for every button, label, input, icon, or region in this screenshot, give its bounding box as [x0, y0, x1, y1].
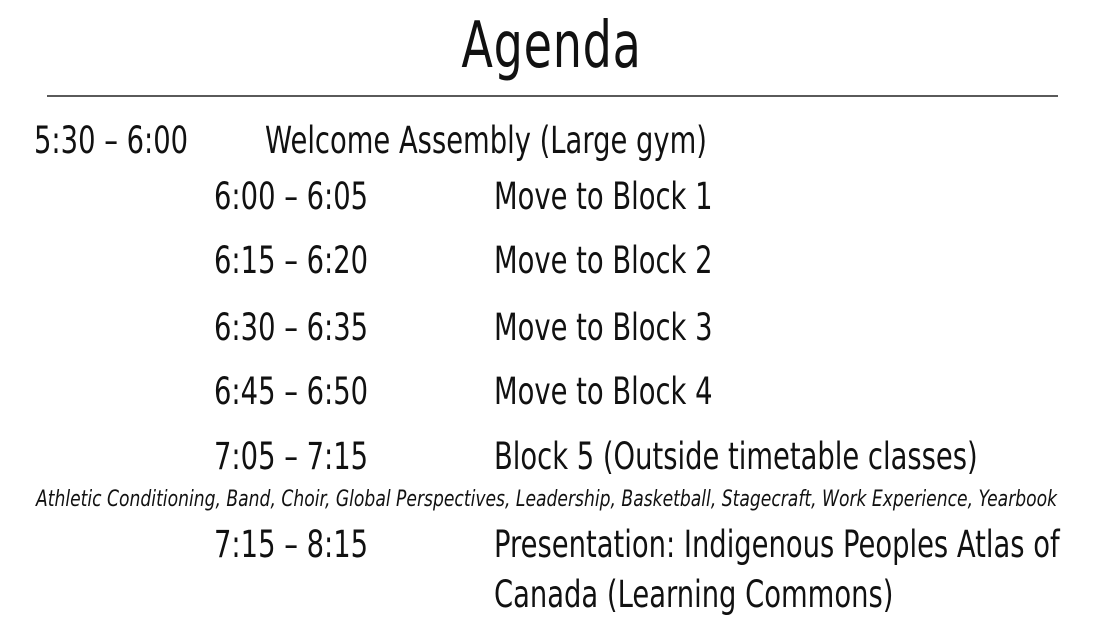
welcome-time: 5:30 – 6:00: [34, 119, 189, 162]
agenda-time-2: 6:15 – 6:20: [214, 239, 369, 282]
agenda-time-3: 6:30 – 6:35: [214, 306, 369, 349]
welcome-event: Welcome Assembly (Large gym): [265, 119, 707, 162]
agenda-event-3: Move to Block 3: [494, 306, 713, 349]
presentation-event-line2: Canada (Learning Commons): [494, 573, 894, 616]
agenda-event-4: Move to Block 4: [494, 370, 713, 413]
agenda-event-2: Move to Block 2: [494, 239, 713, 282]
block5-class-list: Athletic Conditioning, Band, Choir, Global Perspectives, Leadership, Basketball, Stagecraft, Work Experience, Yearbook: [36, 487, 1058, 512]
agenda-time-4: 6:45 – 6:50: [214, 370, 369, 413]
agenda-time-1: 6:00 – 6:05: [214, 175, 369, 218]
agenda-time-5: 7:05 – 7:15: [214, 435, 369, 478]
agenda-event-5: Block 5 (Outside timetable classes): [494, 435, 978, 478]
presentation-time: 7:15 – 8:15: [214, 523, 369, 566]
agenda-event-1: Move to Block 1: [494, 175, 713, 218]
presentation-event-line1: Presentation: Indigenous Peoples Atlas of: [494, 523, 1060, 566]
title-divider: [47, 95, 1058, 97]
page-title: Agenda: [461, 9, 642, 83]
